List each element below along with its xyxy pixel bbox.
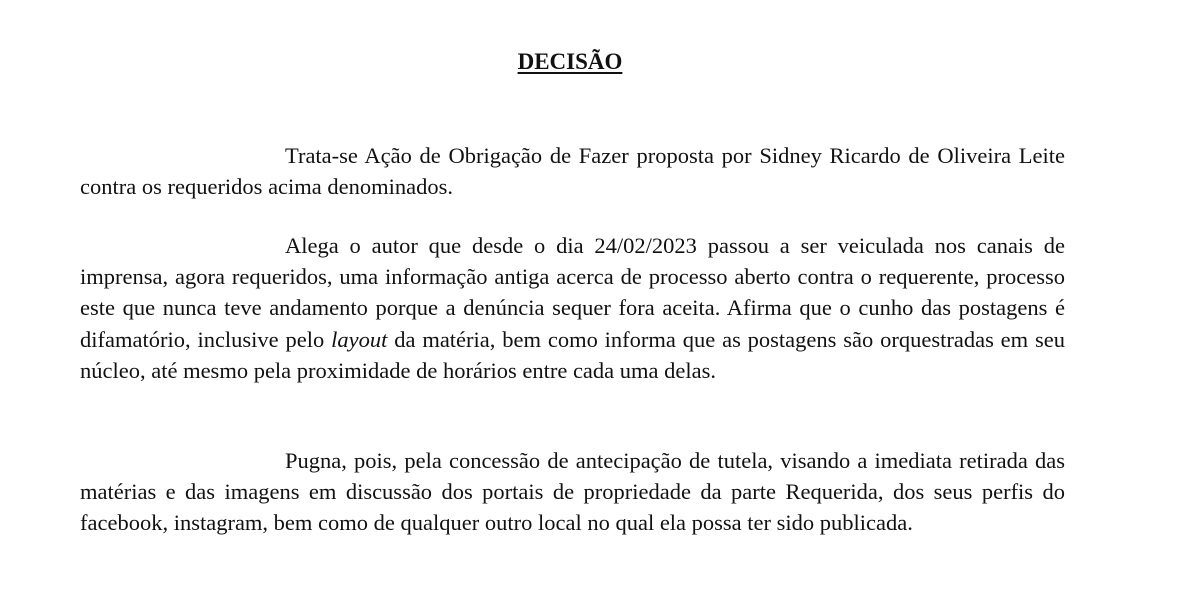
document-title: DECISÃO [517,49,623,74]
paragraph-3: Pugna, pois, pela concessão de antecipação de tutela, visando a imediata retirada das matérias e das imagens em discussão dos portais de propriedade da parte Requerida, dos seus perfis do facebook, instagram, bem como de qualquer outro local no qual ela possa ter sido publicada. [80,448,1065,536]
paragraph-1: Trata-se Ação de Obrigação de Fazer proposta por Sidney Ricardo de Oliveira Leite contra os requeridos acima denominados. [80,143,1065,200]
paragraph-2-italic-word: layout [331,326,388,352]
paragraph-2-text-end: da matéria, bem como informa que as postagens são orquestradas em seu núcleo, até mesmo pela proximidade de horários entre cada uma delas. [80,326,1066,383]
paragraph-2-text-start: Alega o autor que desde o dia 24/02/2023 passou a ser veiculada nos canais de imprensa, agora requeridos, uma informação antiga acerca de processo aberto contra o requerente, processo este que nunca teve andamento porque a denúncia sequer fora aceita. Afirma que o cunho das postagens é difamatório, inclusive pelo [80,233,1065,352]
paragraph-2 [80,230,1065,386]
